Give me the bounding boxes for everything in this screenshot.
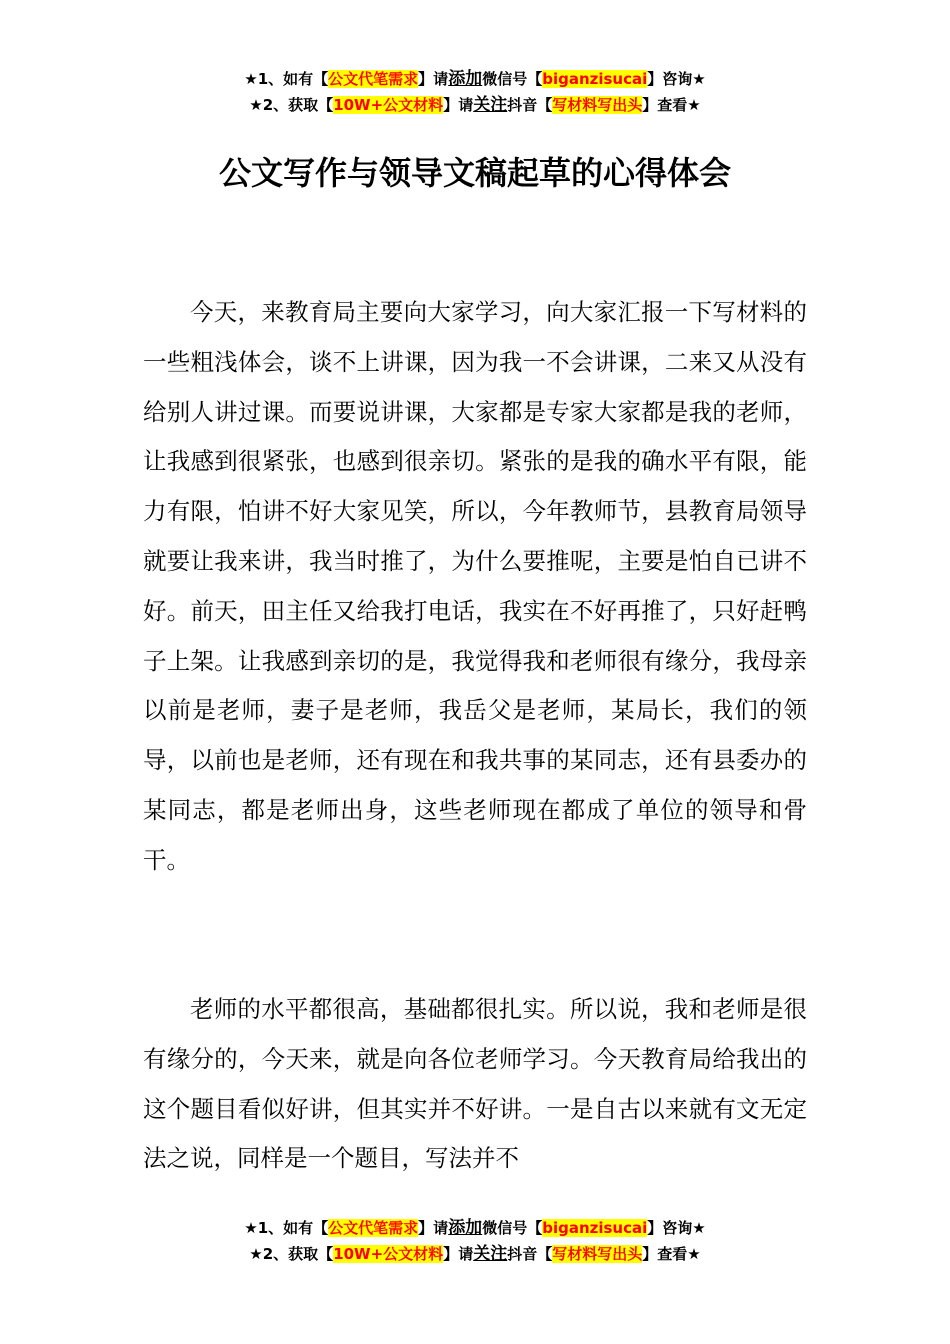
footer-highlight-service: 公文代笔需求 xyxy=(328,1219,419,1237)
banner-line-1-prefix: ★1、如有【 xyxy=(244,70,329,88)
footer-underline-add: 添加 xyxy=(448,1218,483,1238)
footer-highlight-douyin-id: 写材料写出头 xyxy=(552,1245,643,1263)
footer-line-1-mid2: 微信号【 xyxy=(482,1219,543,1237)
banner-underline-follow: 关注 xyxy=(473,95,508,115)
banner-line-1-mid: 】请 xyxy=(418,70,449,88)
banner-line-1-suffix: 】咨询★ xyxy=(647,70,706,88)
body-paragraph-2: 老师的水平都很高，基础都很扎实。所以说，我和老师是很有缘分的，今天来，就是向各位老师学习。今天教育局给我出的这个题目看似好讲，但其实并不好讲。一是自古以来就有文无定法之说，同样是一个题目，写法并不 xyxy=(143,995,807,1173)
banner-underline-add: 添加 xyxy=(448,69,483,89)
footer-line-1-suffix: 】咨询★ xyxy=(647,1219,706,1237)
footer-line-1-mid: 】请 xyxy=(418,1219,449,1237)
footer-highlight-wechat-id: biganzisucai xyxy=(542,1219,648,1237)
body-paragraph-1: 今天，来教育局主要向大家学习，向大家汇报一下写材料的一些粗浅体会，谈不上讲课，因为我一不会讲课，二来又从没有给别人讲过课。而要说讲课，大家都是专家大家都是我的老师，让我感到很紧张，也感到很亲切。紧张的是我的确水平有限，能力有限，怕讲不好大家见笑，所以，今年教师节，县教育局领导就要让我来讲，我当时推了，为什么要推呢，主要是怕自已讲不好。前天，田主任又给我打电话，我实在不好再推了，只好赶鸭子上架。让我感到亲切的是，我觉得我和老师很有缘分，我母亲以前是老师，妻子是老师，我岳父是老师，某局长，我们的领导，以前也是老师，还有现在和我共事的某同志，还有县委办的某同志，都是老师出身，这些老师现在都成了单位的领导和骨干。 xyxy=(143,298,807,874)
banner-line-2 xyxy=(0,92,950,118)
footer-line-2-mid: 】请 xyxy=(443,1245,474,1263)
banner-line-2-suffix: 】查看★ xyxy=(642,96,701,114)
footer-banner-line-1 xyxy=(0,1215,950,1241)
banner-highlight-service: 公文代笔需求 xyxy=(328,70,419,88)
banner-highlight-wechat-id: biganzisucai xyxy=(542,70,648,88)
banner-line-1-mid2: 微信号【 xyxy=(482,70,543,88)
footer-line-1-prefix: ★1、如有【 xyxy=(244,1219,329,1237)
footer-line-2-mid2: 抖音【 xyxy=(507,1245,553,1263)
banner-line-1 xyxy=(0,66,950,92)
footer-line-2-prefix: ★2、获取【 xyxy=(249,1245,334,1263)
footer-banner xyxy=(0,1215,950,1267)
footer-highlight-materials: 10W+公文材料 xyxy=(333,1245,444,1263)
banner-highlight-materials: 10W+公文材料 xyxy=(333,96,444,114)
footer-line-2-suffix: 】查看★ xyxy=(642,1245,701,1263)
banner-line-2-prefix: ★2、获取【 xyxy=(249,96,334,114)
header-banner xyxy=(0,66,950,118)
document-title: 公文写作与领导文稿起草的心得体会 xyxy=(218,154,731,192)
footer-banner-line-2 xyxy=(0,1241,950,1267)
banner-highlight-douyin-id: 写材料写出头 xyxy=(552,96,643,114)
banner-line-2-mid2: 抖音【 xyxy=(507,96,553,114)
footer-underline-follow: 关注 xyxy=(473,1244,508,1264)
banner-line-2-mid: 】请 xyxy=(443,96,474,114)
